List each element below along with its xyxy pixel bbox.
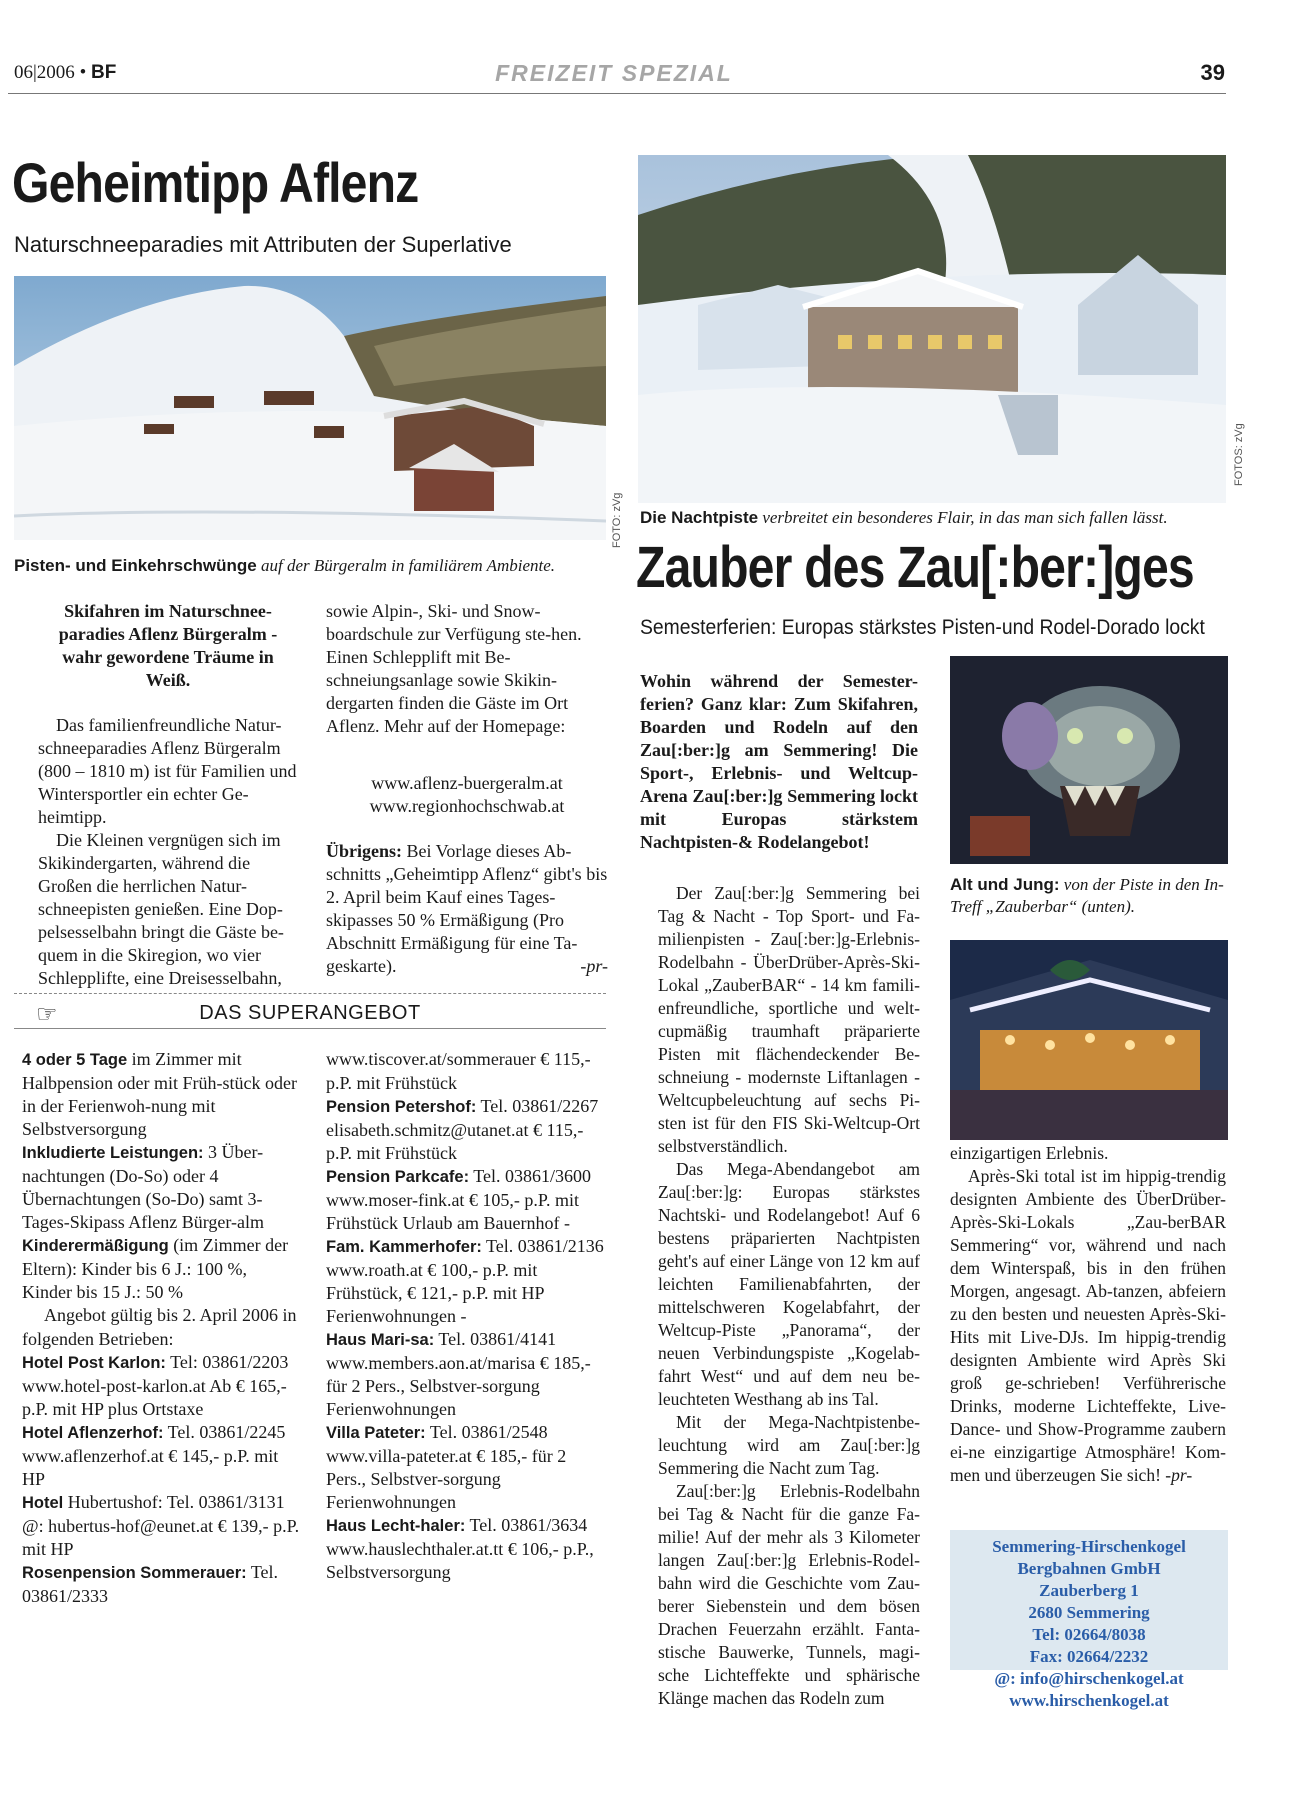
- fax-number: Fax: 02664/2232: [1029, 1647, 1149, 1666]
- photo-caption: Alt und Jung: von der Piste in den In-Treff „Zauberbar“ (unten).: [950, 875, 1224, 916]
- article2-subtitle: Semesterferien: Europas stärkstes Pisten-und Rodel-Dorado lockt: [640, 616, 1205, 639]
- city-address: 2680 Semmering: [1028, 1603, 1150, 1622]
- offer-item: Hotel Hubertushof: Tel. 03861/3131 @: hubertus-hof@eunet.at € 139,- p.P. mit HP: [22, 1492, 300, 1559]
- section-title: FREIZEIT SPEZIAL: [495, 60, 733, 86]
- article1-title: Geheimtipp Aflenz: [12, 151, 419, 214]
- paragraph: Übrigens: Bei Vorlage dieses Ab-schnitts „Geheimtipp Aflenz“ gibt's bis 2. April beim Kauf eines Tages-skipasses 50 % Ermäßigung (Pro Abschnitt Ermäßigung für eine Ta-geskarte). -pr-: [326, 841, 608, 976]
- photo-caption: Die Nachtpiste verbreitet ein besonderes Flair, in das man sich fallen lässt.: [640, 508, 1168, 527]
- article2-lead: Wohin während der Semester-ferien? Ganz klar: Zum Skifahren, Boarden und Rodeln auf den Zau[:ber:]g am Semmering! Die Sport-, Erlebnis- und Weltcup-Arena Zau[:ber:]g Semmering lockt mit Europas stärkstem Nachtpisten-& Rodelangebot!: [640, 671, 918, 852]
- dragon-attraction-photo: [950, 656, 1228, 864]
- night-slope-photo: [638, 155, 1226, 503]
- divider: [14, 1028, 606, 1029]
- website-link[interactable]: www.regionhochschwab.at: [369, 796, 565, 816]
- page-number: 39: [1200, 60, 1225, 85]
- photo-credit: FOTO: zVg: [611, 492, 623, 548]
- offer-item: Haus Lecht-haler: Tel. 03861/3634 www.hauslechthaler.at.tt € 106,- p.P., Selbstversorgung: [326, 1515, 594, 1582]
- ski-resort-photo: [14, 276, 606, 540]
- photo-credit: FOTOS: zVg: [1233, 423, 1245, 486]
- paragraph: Mit der Mega-Nachtpistenbe-leuchtung wird am Zau[:ber:]g Semmering die Nacht zum Tag.: [658, 1412, 920, 1478]
- article2-title: Zauber des Zau[:ber:]ges: [636, 535, 1194, 600]
- street-address: Zauberberg 1: [1039, 1581, 1139, 1600]
- company-name: Bergbahnen GmbH: [1017, 1559, 1161, 1578]
- offer-item: Angebot gültig bis 2. April 2006 in folgenden Betrieben:: [22, 1305, 297, 1349]
- offer-item: Kinderermäßigung (im Zimmer der Eltern): Kinder bis 6 J.: 100 %, Kinder bis 15 J.: 50 %: [22, 1235, 289, 1302]
- paragraph: Zau[:ber:]g Erlebnis-Rodelbahn bei Tag & Nacht für die ganze Fa-milie! Auf der mehr als 3 Kilometer langen Zau[:ber:]g Erlebnis-Rodel-bahn wird die Geschichte vom Zau-berer Siebenstein und dem bösen Drachen Feuerzahn erzählt. Fanta-stische Bauwerke, Tunnels, magi-sche Lichteffekte und sphärische Klänge machen das Rodeln zum: [658, 1481, 920, 1708]
- paragraph: Das Mega-Abendangebot am Zau[:ber:]g: Europas stärkstes Nachtski- und Rodelangebot! Auf 6 bestens präparierten Nachtpisten geht's auf einer Länge von 12 km auf leichten Familienabfahrten, der mittelschweren Kogelabfahrt, der Weltcup-Piste „Panorama“, der neuen Verbindungspiste „Kogelab-fahrt West“ und auf dem neu be-leuchteten Westhang ab ins Tal.: [658, 1159, 920, 1409]
- email-link[interactable]: @: info@hirschenkogel.at: [994, 1669, 1184, 1688]
- offer-item: Pension Petershof: Tel. 03861/2267 elisabeth.schmitz@utanet.at € 115,- p.P. mit Frühstück: [326, 1096, 599, 1163]
- phone-number: Tel: 02664/8038: [1032, 1625, 1146, 1644]
- article2-column-right: [950, 1142, 1226, 1487]
- paragraph: Der Zau[:ber:]g Semmering bei Tag & Nacht - Top Sport- und Fa-milienpisten - Zau[:ber:]g-Erlebnis-Rodelbahn - ÜberDrüber-Après-Ski-Lokal „ZauberBAR“ - 14 km famili-enfreundliche, sportliche und welt-cupmäßig traumhaft präparierte Pisten mit flächendeckender Be-schneiung - modernste Liftanlagen - Weltcupbeleuchtung auf sechs Pi-sten ist für den FIS Ski-Weltcup-Ort selbstverständlich.: [658, 883, 920, 1156]
- article1-lead: Skifahren im Naturschnee-paradies Aflenz Bürgeralm - wahr gewordene Träume in Weiß.: [58, 601, 278, 690]
- paragraph: Das familienfreundliche Natur-schneeparadies Aflenz Bürgeralm (800 – 1810 m) ist für Familien und Wintersportler ein echter Ge-heimtipp.: [38, 715, 297, 827]
- offer-item: Rosenpension Sommerauer: Tel. 03861/2333: [22, 1562, 279, 1606]
- offer-item: Pension Parkcafe: Tel. 03861/3600 www.moser-fink.at € 105,- p.P. mit Frühstück Urlaub am Bauernhof -: [326, 1166, 591, 1233]
- photo-caption: Pisten- und Einkehrschwünge auf der Bürgeralm in familiärem Ambiente.: [14, 556, 556, 575]
- offer-item: 4 oder 5 Tage im Zimmer mit Halbpension oder mit Früh-stück oder in der Ferienwoh-nung mit Selbstversorgung: [22, 1049, 297, 1139]
- paragraph: Après-Ski total ist im hippig-trendig designten Ambiente des ÜberDrüber-Après-Ski-Lokals „Zau-berBAR Semmering“ vor, während und nach dem Winterspaß, bis in den frühen Morgen, angesagt. Ab-tanzen, abfeiern zu den besten und neuesten Après-Ski-Hits mit Live-DJs. Im hippig-trendig designten Ambiente wird Après Ski groß ge-schrieben! Verführerische Drinks, moderne Lichteffekte, Live-Dance- und Show-Programme zaubern ei-ne einzigartige Atmosphäre! Kom-men und überzeugen Sie sich! -pr-: [950, 1166, 1226, 1485]
- website-link[interactable]: www.aflenz-buergeralm.at: [371, 773, 563, 793]
- offer-item: Haus Mari-sa: Tel. 03861/4141 www.members.aon.at/marisa € 185,- für 2 Pers., Selbstver-sorgung Ferienwohnungen: [326, 1329, 591, 1419]
- issue-date: 06|2006 • BF: [14, 62, 117, 83]
- offer-item: Hotel Aflenzerhof: Tel. 03861/2245 www.aflenzerhof.at € 145,- p.P. mit HP: [22, 1422, 286, 1489]
- contact-box: [950, 1530, 1228, 1710]
- website-link[interactable]: www.hirschenkogel.at: [1009, 1691, 1169, 1710]
- header-rule: [8, 93, 1226, 94]
- offer-heading: DAS SUPERANGEBOT: [199, 1002, 421, 1024]
- paragraph: sowie Alpin-, Ski- und Snow-boardschule zur Verfügung ste-hen. Einen Schlepplift mit Be-schneiungsanlage sowie Skikin-dergarten finden die Gäste im Ort Aflenz. Mehr auf der Homepage:: [326, 601, 582, 736]
- offer-item: www.tiscover.at/sommerauer € 115,- p.P. mit Frühstück: [326, 1049, 591, 1093]
- offer-item: Hotel Post Karlon: Tel: 03861/2203 www.hotel-post-karlon.at Ab € 165,- p.P. mit HP plus Ortstaxe: [22, 1352, 289, 1419]
- company-name: Semmering-Hirschenkogel: [992, 1537, 1186, 1556]
- divider: [14, 993, 606, 994]
- offer-item: Inkludierte Leistungen: 3 Über-nachtungen (Do-So) oder 4 Übernachtungen (So-Do) samt 3-Tages-Skipass Aflenz Bürger-alm: [22, 1142, 264, 1232]
- offer-column-right: [326, 1048, 610, 1584]
- article1-subtitle: Naturschneeparadies mit Attributen der Superlative: [14, 232, 512, 257]
- article1-column-left: [38, 600, 298, 990]
- apres-ski-bar-photo: [950, 940, 1228, 1140]
- article2-column-middle: [658, 882, 920, 1710]
- article1-column-right: [326, 600, 608, 978]
- offer-item: Fam. Kammerhofer: Tel. 03861/2136 www.roath.at € 100,- p.P. mit Frühstück, € 121,- p.P. mit HP Ferienwohnungen -: [326, 1236, 604, 1326]
- paragraph: einzigartigen Erlebnis.: [950, 1143, 1109, 1163]
- offer-item: Villa Pateter: Tel. 03861/2548 www.villa-pateter.at € 185,- für 2 Pers., Selbstver-sorgung Ferienwohnungen: [326, 1422, 567, 1512]
- offer-column-left: [22, 1048, 300, 1608]
- paragraph: Die Kleinen vergnügen sich im Skikindergarten, während die Großen die herrlichen Natur-schneepisten genießen. Eine Dop-pelsesselbahn bringt die Gäste be-quem in die Skiregion, wo vier Schlepplifte, eine Dreisesselbahn,: [38, 830, 284, 988]
- pointing-hand-icon: ☞: [36, 1002, 58, 1028]
